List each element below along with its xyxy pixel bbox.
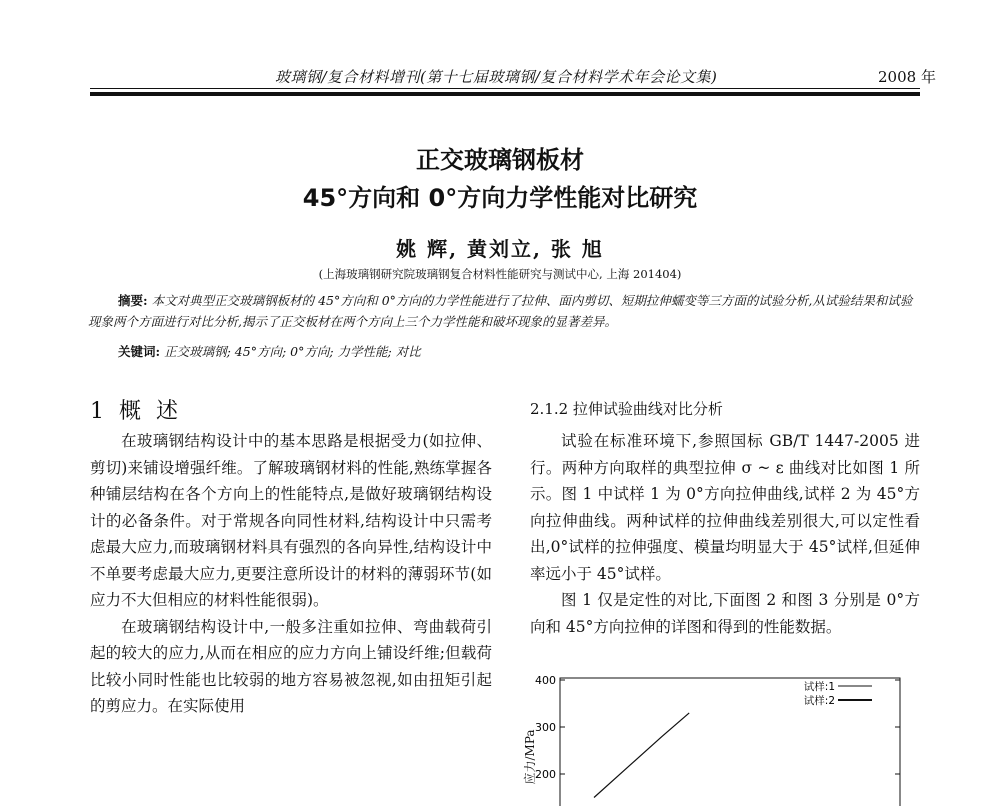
- authors: 姚 辉, 黄刘立, 张 旭: [396, 237, 604, 261]
- y-tick-label: 300: [535, 721, 556, 734]
- tensile-curve-chart: [520, 662, 920, 802]
- affiliation: (上海玻璃钢研究院玻璃钢复合材料性能研究与测试中心, 上海 201404): [318, 267, 682, 281]
- legend-label: 试样:2: [803, 695, 835, 707]
- keywords-text: 正交玻璃钢; 45°方向; 0°方向; 力学性能; 对比: [164, 344, 421, 359]
- abstract-text: 本文对典型正交玻璃钢板材的 45°方向和 0°方向的力学性能进行了拉伸、面内剪切、短期拉伸蠕变等三方面的试验分析,从试验结果和试验现象两个方面进行对比分析,揭示了正交板材在两个方向上三个力学性能和破坏现象的显著差异。: [88, 293, 913, 329]
- keywords: [118, 342, 421, 360]
- abstract: [88, 290, 920, 332]
- plot-frame: [560, 678, 900, 806]
- y-tick-label: 400: [535, 674, 556, 687]
- header-rule-thick: [90, 92, 920, 96]
- header-year: 2008 年: [878, 68, 936, 86]
- section-2-1-2-title: 2.1.2 拉伸试验曲线对比分析: [530, 400, 723, 418]
- y-axis-label: 应力/MPa: [523, 729, 537, 785]
- paragraph: 试验在标准环境下,参照国标 GB/T 1447-2005 进行。两种方向取样的典型拉伸 σ ~ ε 曲线对比如图 1 所示。图 1 中试样 1 为 0°方向拉伸曲线,试样 2 为 45°方向拉伸曲线。两种试样的拉伸曲线差别很大,可以定性看出,0°试样的拉伸强度、模量均明显大于 45°试样,但延伸率远小于 45°试样。: [530, 432, 920, 583]
- running-header: 玻璃钢/复合材料增刊(第十七届玻璃钢/复合材料学术年会论文集): [275, 68, 718, 86]
- left-column: [90, 428, 492, 720]
- keywords-label: 关键词:: [118, 344, 161, 359]
- paper-title-line2: 45°方向和 0°方向力学性能对比研究: [302, 184, 698, 212]
- figure-1: [520, 662, 920, 785]
- legend-label: 试样:1: [803, 681, 835, 693]
- right-column: [530, 428, 920, 640]
- paragraph: 图 1 仅是定性的对比,下面图 2 和图 3 分别是 0°方向和 45°方向拉伸的详图和得到的性能数据。: [530, 591, 920, 636]
- y-tick-label: 200: [535, 768, 556, 781]
- series-line: [594, 713, 689, 798]
- header-rule-thin: [90, 88, 920, 89]
- abstract-label: 摘要:: [118, 293, 148, 308]
- section-1-title: 1 概 述: [90, 399, 182, 424]
- paper-title-line1: 正交玻璃钢板材: [416, 146, 584, 174]
- paragraph: 在玻璃钢结构设计中,一般多注重如拉伸、弯曲载荷引起的较大的应力,从而在相应的应力方向上铺设纤维;但载荷比较小同时性能也比较弱的地方容易被忽视,如由扭矩引起的剪应力。在实际使用: [90, 617, 492, 715]
- paragraph: 在玻璃钢结构设计中的基本思路是根据受力(如拉伸、剪切)来铺设增强纤维。了解玻璃钢材料的性能,熟练掌握各种铺层结构在各个方向上的性能特点,是做好玻璃钢结构设计的必备条件。对于常规各向同性材料,结构设计中只需考虑最大应力,而玻璃钢材料具有强烈的各向异性,结构设计中不单要考虑最大应力,更要注意所设计的材料的薄弱环节(如应力不大但相应的材料性能很弱)。: [90, 432, 492, 609]
